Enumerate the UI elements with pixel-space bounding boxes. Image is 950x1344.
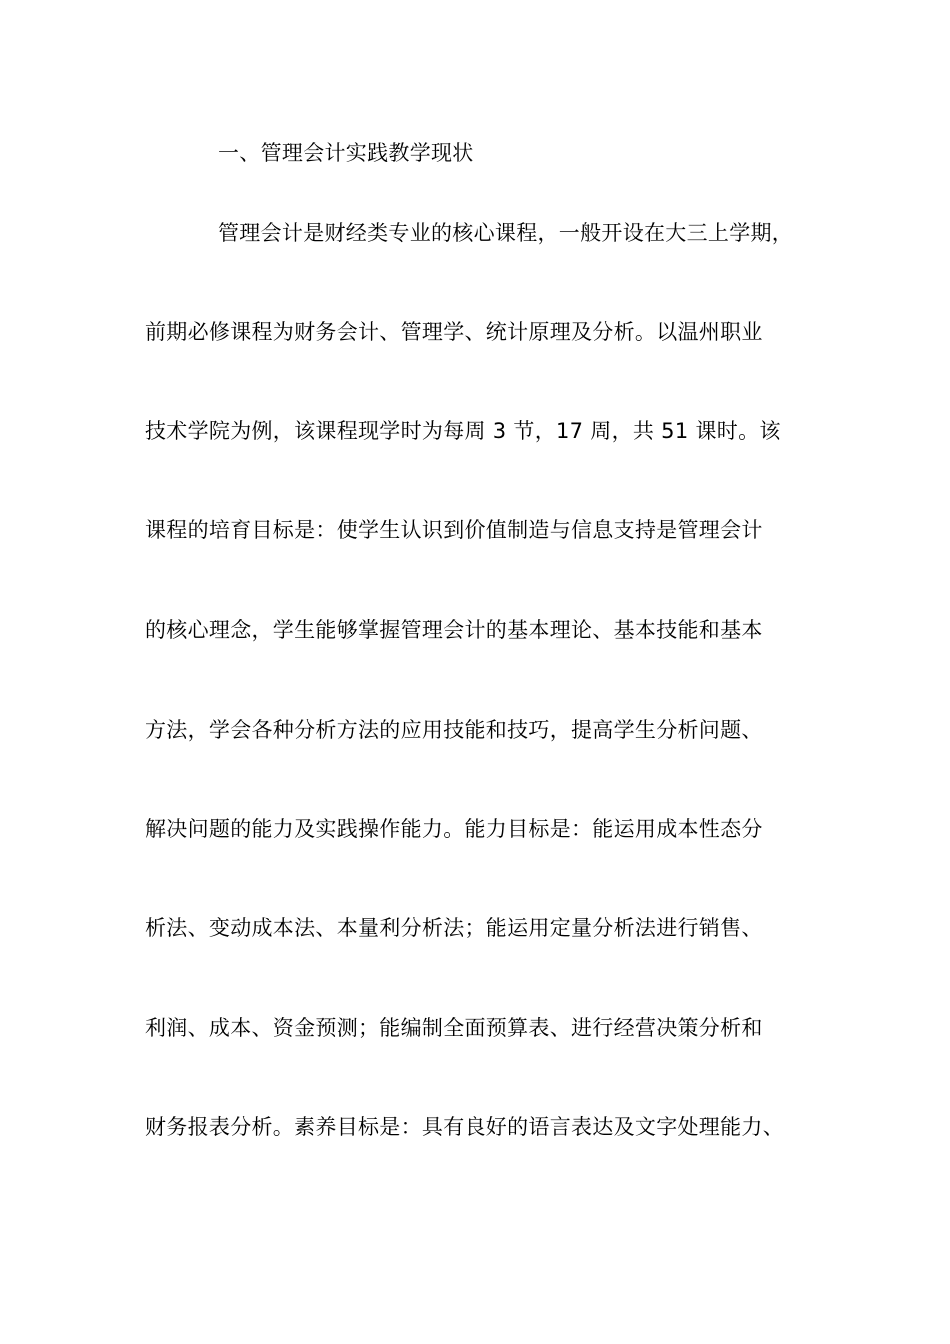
paragraph-line: 的核心理念，学生能够掌握管理会计的基本理论、基本技能和基本 bbox=[145, 618, 763, 642]
paragraph-line: 利润、成本、资金预测；能编制全面预算表、进行经营决策分析和 bbox=[145, 1016, 763, 1040]
paragraph-line: 管理会计是财经类专业的核心课程，一般开设在大三上学期， bbox=[218, 221, 794, 245]
paragraph-line: 财务报表分析。素养目标是：具有良好的语言表达及文字处理能力、 bbox=[145, 1115, 784, 1139]
paragraph-line: 课程的培育目标是：使学生认识到价值制造与信息支持是管理会计 bbox=[145, 518, 763, 542]
paragraph-line: 前期必修课程为财务会计、管理学、统计原理及分析。以温州职业 bbox=[145, 320, 763, 344]
paragraph-line: 方法，学会各种分析方法的应用技能和技巧，提高学生分析问题、 bbox=[145, 718, 763, 742]
paragraph-line: 析法、变动成本法、本量利分析法；能运用定量分析法进行销售、 bbox=[145, 916, 763, 940]
section-heading: 一、管理会计实践教学现状 bbox=[218, 141, 474, 165]
paragraph-line: 技术学院为例，该课程现学时为每周 3 节，17 周，共 51 课时。该 bbox=[145, 419, 781, 443]
paragraph-line: 解决问题的能力及实践操作能力。能力目标是：能运用成本性态分 bbox=[145, 817, 763, 841]
